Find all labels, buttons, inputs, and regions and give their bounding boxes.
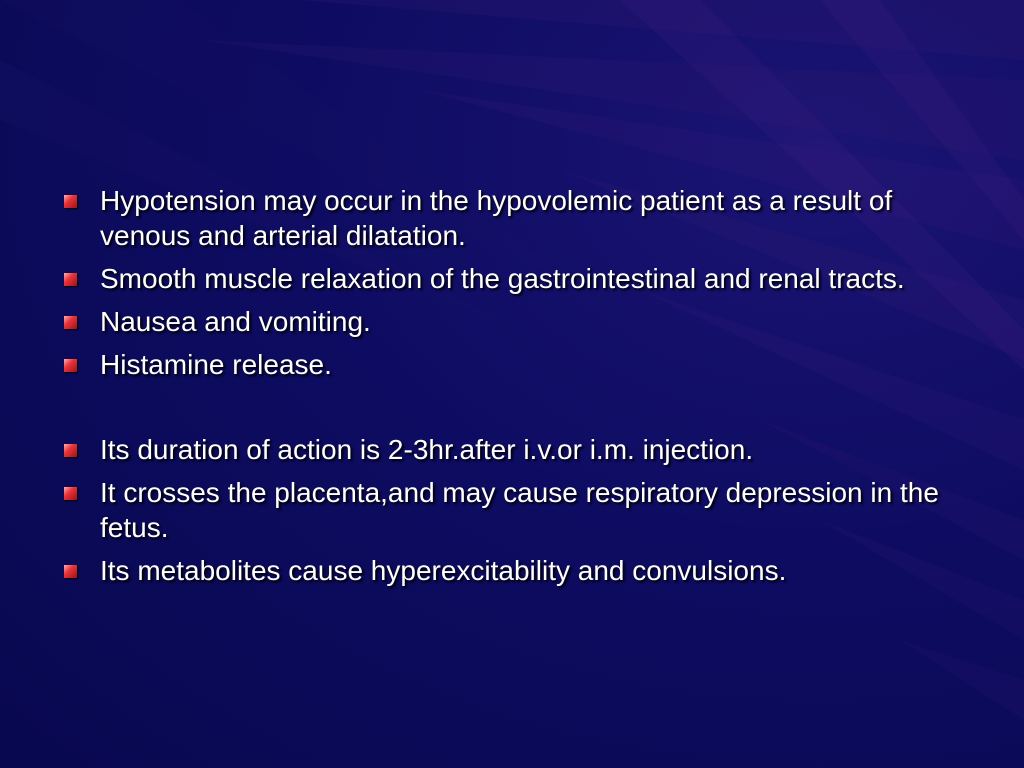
list-item-text: Nausea and vomiting. [100,306,371,337]
list-item-text: Its duration of action is 2-3hr.after i.v.or i.m. injection. [100,434,754,465]
list-item [60,347,960,382]
list-item-text: Smooth muscle relaxation of the gastrointestinal and renal tracts. [100,263,905,294]
list-item [60,304,960,339]
list-item-text: It crosses the placenta,and may cause respiratory depression in the fetus. [100,477,939,543]
red-square-bullet-icon [64,444,77,457]
list-item [60,475,960,545]
list-item [60,183,960,253]
list-item [60,553,960,588]
list-item-text: Histamine release. [100,349,332,380]
red-square-bullet-icon [64,195,77,208]
red-square-bullet-icon [64,359,77,372]
red-square-bullet-icon [64,565,77,578]
red-square-bullet-icon [64,316,77,329]
bullet-list [60,183,960,588]
red-square-bullet-icon [64,273,77,286]
list-item [60,432,960,467]
list-item [60,261,960,296]
list-item-text: Its metabolites cause hyperexcitability and convulsions. [100,555,787,586]
red-square-bullet-icon [64,487,77,500]
list-item-text: Hypotension may occur in the hypovolemic patient as a result of venous and arterial dilatation. [100,185,893,251]
